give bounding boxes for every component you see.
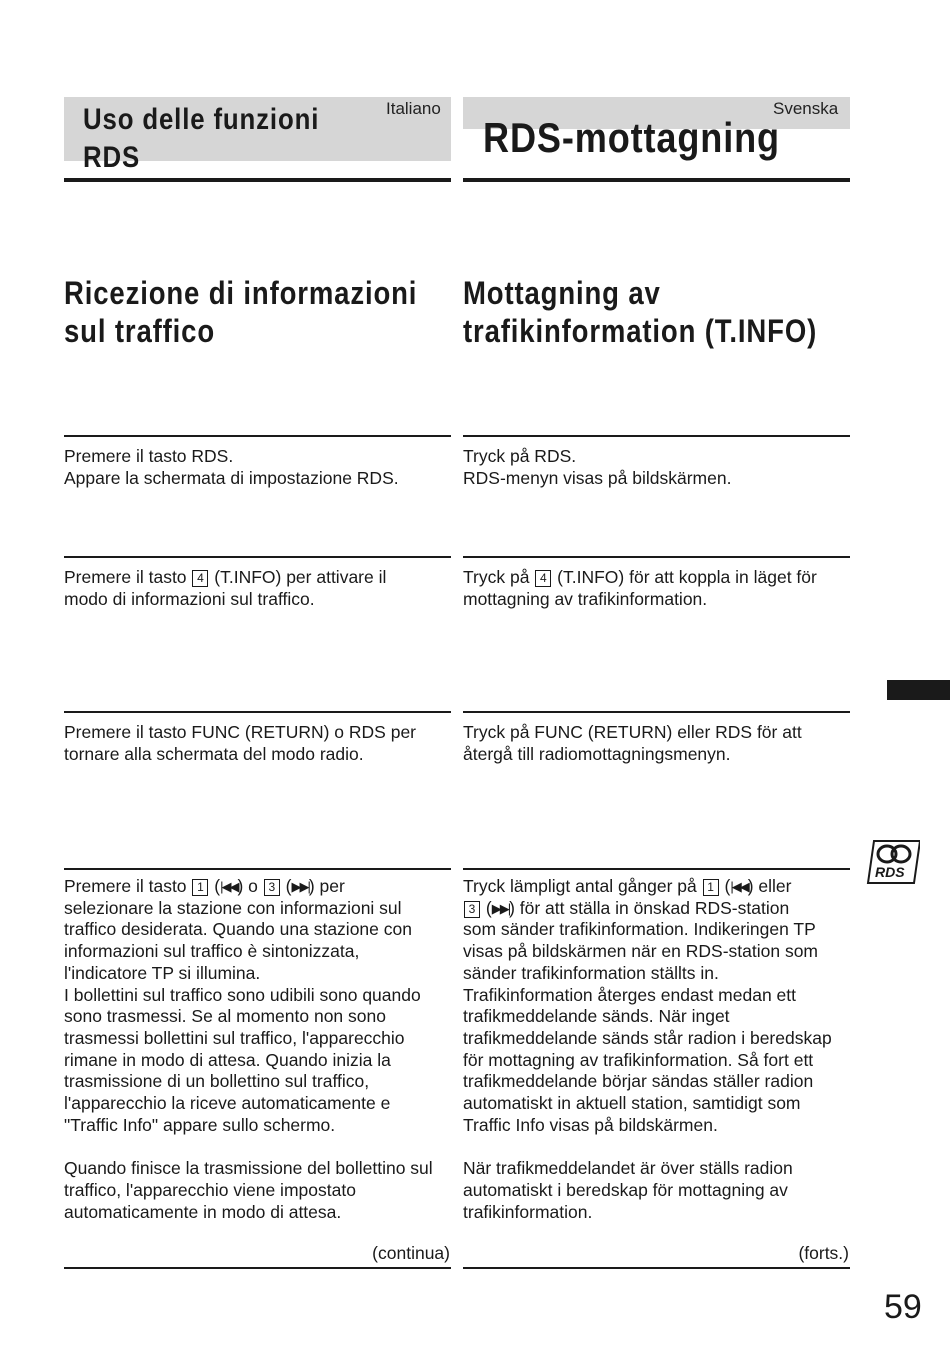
step1-swedish-rule: [463, 435, 850, 437]
step4-swedish-text-end: för att ställa in önskad RDS-station: [514, 897, 790, 918]
step4-italian-text-a: Premere il tasto: [64, 876, 192, 896]
step4-italian-line: selezionare la stazione con informazioni sul: [64, 897, 402, 918]
step2-swedish-text-a: Tryck på: [463, 567, 535, 587]
step4-italian-line: Quando finisce la trasmissione del bollettino sul: [64, 1158, 433, 1179]
step3-italian-line2: tornare alla schermata del modo radio.: [64, 743, 364, 764]
step4-swedish-line: trafikmeddelande sänds. När inget: [463, 1006, 730, 1027]
key-1-icon: 1: [192, 879, 208, 896]
step4-italian-text-end: per: [314, 876, 345, 896]
key-4-icon: 4: [535, 570, 551, 587]
step4-italian-line: traffico desiderata. Quando una stazione con: [64, 919, 412, 940]
step2-italian-text-a: Premere il tasto: [64, 567, 192, 587]
swedish-section-title-line1: Mottagning av: [463, 275, 661, 311]
step2-swedish-text: [463, 567, 853, 610]
step4-swedish-line: automatiskt in aktuell station, samtidigt som: [463, 1093, 801, 1114]
italian-continued-note: (continua): [372, 1243, 450, 1263]
step4-swedish-line: Trafikinformation återges endast medan ett: [463, 984, 796, 1005]
step4-swedish-line: automatiskt i beredskap för mottagning av: [463, 1179, 788, 1200]
step3-italian-rule: [64, 711, 451, 713]
previous-track-icon: |◀◀: [730, 879, 748, 894]
step4-italian-line: sono trasmessi. Se al momento non sono: [64, 1006, 386, 1027]
swedish-header-rule: [463, 178, 850, 182]
step3-italian-line1: Premere il tasto FUNC (RETURN) o RDS per: [64, 722, 416, 742]
next-track-icon: ▶▶|: [291, 879, 309, 894]
step4-italian-line: informazioni sul traffico è sintonizzata,: [64, 941, 360, 962]
key-3-icon: 3: [464, 901, 480, 918]
step2-swedish-text-b: (T.INFO) för att koppla in läget för: [552, 567, 817, 587]
step4-italian-line: traffico, l'apparecchio viene impostato: [64, 1179, 356, 1200]
italian-language-label: Italiano: [386, 99, 441, 118]
step4-italian-text-mid: o: [243, 876, 263, 896]
step4-italian-line: automaticamente in modo di attesa.: [64, 1201, 342, 1222]
step4-italian-line: trasmissione di un bollettino sul traffico,: [64, 1071, 370, 1092]
step4-swedish-line: trafikmeddelande börjar sändas ställer radion: [463, 1071, 814, 1092]
step4-swedish-line: som sänder trafikinformation. Indikeringen TP: [463, 919, 816, 940]
step3-swedish-line1: Tryck på FUNC (RETURN) eller RDS för att: [463, 722, 802, 742]
step2-italian-text-b: (T.INFO) per attivare il: [209, 567, 387, 587]
step1-italian-line1: Premere il tasto RDS.: [64, 446, 234, 466]
swedish-section-title: [463, 274, 817, 350]
chapter-tab-marker: [887, 680, 950, 700]
step3-swedish-text: [463, 722, 853, 765]
step1-italian-line2: Appare la schermata di impostazione RDS.: [64, 467, 399, 488]
step2-swedish-rule: [463, 556, 850, 558]
step3-italian-text: [64, 722, 454, 765]
step2-italian-text: [64, 567, 454, 610]
step3-swedish-line2: återgå till radiomottagningsmenyn.: [463, 743, 731, 764]
step4-swedish-line: När trafikmeddelandet är över ställs radion: [463, 1158, 793, 1179]
italian-header-rule: [64, 178, 451, 182]
step2-italian-line2: modo di informazioni sul traffico.: [64, 588, 315, 609]
italian-chapter-title-line2: RDS: [83, 141, 141, 174]
step3-swedish-rule: [463, 711, 850, 713]
swedish-footer-rule: [463, 1267, 850, 1269]
step2-italian-rule: [64, 556, 451, 558]
swedish-chapter-title: RDS-mottagning: [483, 114, 780, 161]
page-number: 59: [884, 1288, 922, 1326]
swedish-language-label: Svenska: [773, 99, 839, 118]
italian-footer-rule: [64, 1267, 451, 1269]
step4-swedish-line: sänder trafikinformation ställts in.: [463, 962, 719, 983]
step4-swedish-text-a: Tryck lämpligt antal gånger på: [463, 876, 702, 896]
step4-italian-line: trasmessi bollettini sul traffico, l'apparecchio: [64, 1027, 405, 1048]
italian-section-title-line1: Ricezione di informazioni: [64, 275, 418, 311]
key-4-icon: 4: [192, 570, 208, 587]
step1-swedish-line1: Tryck på RDS.: [463, 446, 577, 466]
step4-italian-rule: [64, 868, 451, 870]
rds-logo-icon: [866, 839, 920, 885]
step4-swedish-text-mid: eller: [753, 876, 792, 896]
step4-italian-line: "Traffic Info" appare sullo schermo.: [64, 1114, 336, 1135]
step4-italian-text: Premere il tasto 1 (|◀◀) o 3 (▶▶|) per selezionare la stazione con informazioni sul traffico desiderata. Quando una stazione con informazioni sul traffico è sintonizzata, l'indicatore TP si illumina. I bollettini sul traffico sono udibili sono quando sono trasmessi. Se al momento non sono trasmessi bollettini sul traffico, l'apparecchio rimane in modo di attesa. Quando inizia la trasmissione di un bollettino sul traffico, l'apparecchio la riceve automaticamente e "Traffic Info" appare sullo schermo. Quando finisce la trasmissione del bollettino sul traffico, l'apparecchio viene impostato automaticamente in modo di attesa.: [64, 876, 456, 1223]
step1-italian-rule: [64, 435, 451, 437]
paragraph-gap: [463, 1136, 855, 1158]
step4-italian-line: rimane in modo di attesa. Quando inizia la: [64, 1049, 391, 1070]
rds-logo-text: RDS: [875, 864, 905, 880]
previous-track-icon: |◀◀: [220, 879, 238, 894]
step4-italian-line: I bollettini sul traffico sono udibili sono quando: [64, 984, 421, 1005]
italian-section-title-line2: sul traffico: [64, 313, 215, 349]
step4-swedish-line: visas på bildskärmen när en RDS-station som: [463, 941, 819, 962]
swedish-section-title-line2: trafikinformation (T.INFO): [463, 313, 818, 349]
step4-italian-line: l'indicatore TP si illumina.: [64, 962, 261, 983]
step4-swedish-line: trafikmeddelande sänds står radion i beredskap: [463, 1027, 832, 1048]
next-track-icon: ▶▶|: [491, 900, 510, 916]
paragraph-gap: [64, 1136, 456, 1158]
italian-chapter-title-line1: Uso delle funzioni: [83, 103, 320, 136]
step4-italian-line: l'apparecchio la riceve automaticamente e: [64, 1093, 391, 1114]
swedish-continued-note: (forts.): [798, 1243, 849, 1263]
step4-swedish-line: för mottagning av trafikinformation. Så fort ett: [463, 1049, 814, 1070]
step1-italian-text: [64, 446, 454, 489]
step4-swedish-text: Tryck lämpligt antal gånger på 1 (|◀◀) eller 3 (▶▶|) för att ställa in önskad RDS-station som sänder trafikinformation. Indikeringen TP visas på bildskärmen när en RDS-station som sänder trafikinformation ställts in. Trafikinformation återges endast medan ett trafikmeddelande sänds. När inget trafikmeddelande sänds står radion i beredskap för mottagning av trafikinformation. Så fort ett trafikmeddelande börjar sändas ställer radion automatiskt in aktuell station, samtidigt som Traffic Info visas på bildskärmen. När trafikmeddelandet är över ställs radion automatiskt i beredskap för mottagning av trafikinformation.: [463, 876, 855, 1223]
step4-swedish-line: trafikinformation.: [463, 1201, 593, 1222]
step1-swedish-line2: RDS-menyn visas på bildskärmen.: [463, 467, 732, 488]
italian-chapter-title: [83, 101, 319, 177]
key-1-icon: 1: [703, 879, 719, 896]
key-3-icon: 3: [264, 879, 280, 896]
italian-section-title: [64, 274, 417, 350]
step2-swedish-line2: mottagning av trafikinformation.: [463, 588, 708, 609]
step1-swedish-text: [463, 446, 853, 489]
step4-swedish-rule: [463, 868, 850, 870]
step4-swedish-line: Traffic Info visas på bildskärmen.: [463, 1114, 718, 1135]
